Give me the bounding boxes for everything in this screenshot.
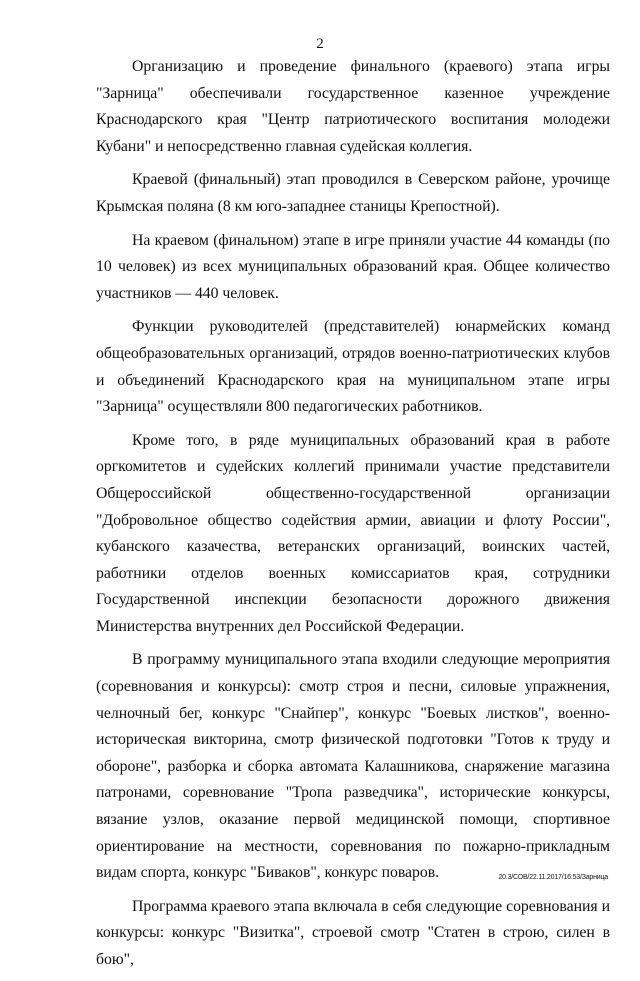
- paragraph-committees: Кроме того, в ряде муниципальных образований края в работе оргкомитетов и судейских коллегий принимали участие представители Общероссийской общественно-государственной организации "Добровольное общество содействия армии, авиации и флоту России", кубанского казачества, ветеранских организаций, воинских частей, работники отделов военных комиссариатов края, сотрудники Государственной инспекции безопасности дорожного движения Министерства внутренних дел Российской Федерации.: [96, 431, 610, 635]
- paragraph-team-leaders: Функции руководителей (представителей) юнармейских команд общеобразовательных организаций, отрядов военно-патриотических клубов и объединений Краснодарского края на муниципальном этапе игры "Зарница" осуществляли 800 педагогических работников.: [96, 318, 610, 416]
- page-number: 2: [316, 36, 324, 52]
- paragraph-participants: На краевом (финальном) этапе в игре приняли участие 44 команды (по 10 человек) из всех муниципальных образований края. Общее количество участников — 440 человек.: [96, 231, 610, 302]
- document-body: [96, 54, 610, 981]
- paragraph-organization: Организацию и проведение финального (краевого) этапа игры "Зарница" обеспечивали государственное казенное учреждение Краснодарского края "Центр патриотического воспитания молодежи Кубани" и непосредственно главная судейская коллегия.: [96, 58, 610, 155]
- paragraph-municipal-program: В программу муниципального этапа входили следующие мероприятия (соревнования и конкурсы): смотр строя и песни, силовые упражнения, челночный бег, конкурс "Снайпер", конкурс "Боевых листков", военно-историческая викторина, смотр физической подготовки "Готов к труду и обороне", разборка и сборка автомата Калашникова, снаряжение магазина патронами, соревнование "Тропа разведчика", исторические конкурсы, вязание узлов, оказание первой медицинской помощи, спортивное ориентирование на местности, соревнования по пожарно-прикладным видам спорта, конкурс "Биваков", конкурс поваров.: [96, 651, 610, 882]
- paragraph-location: Краевой (финальный) этап проводился в Северском районе, урочище Крымская поляна (8 км юго-западнее станицы Крепостной).: [96, 171, 610, 215]
- document-code: 20.3/СОВ/22.11.2017/16:53/Зарница: [498, 874, 608, 881]
- paragraph-regional-program: Программа краевого этапа включала в себя следующие соревнования и конкурсы: конкурс "Визитка", строевой смотр "Статен в строю, силен в бою",: [96, 897, 610, 968]
